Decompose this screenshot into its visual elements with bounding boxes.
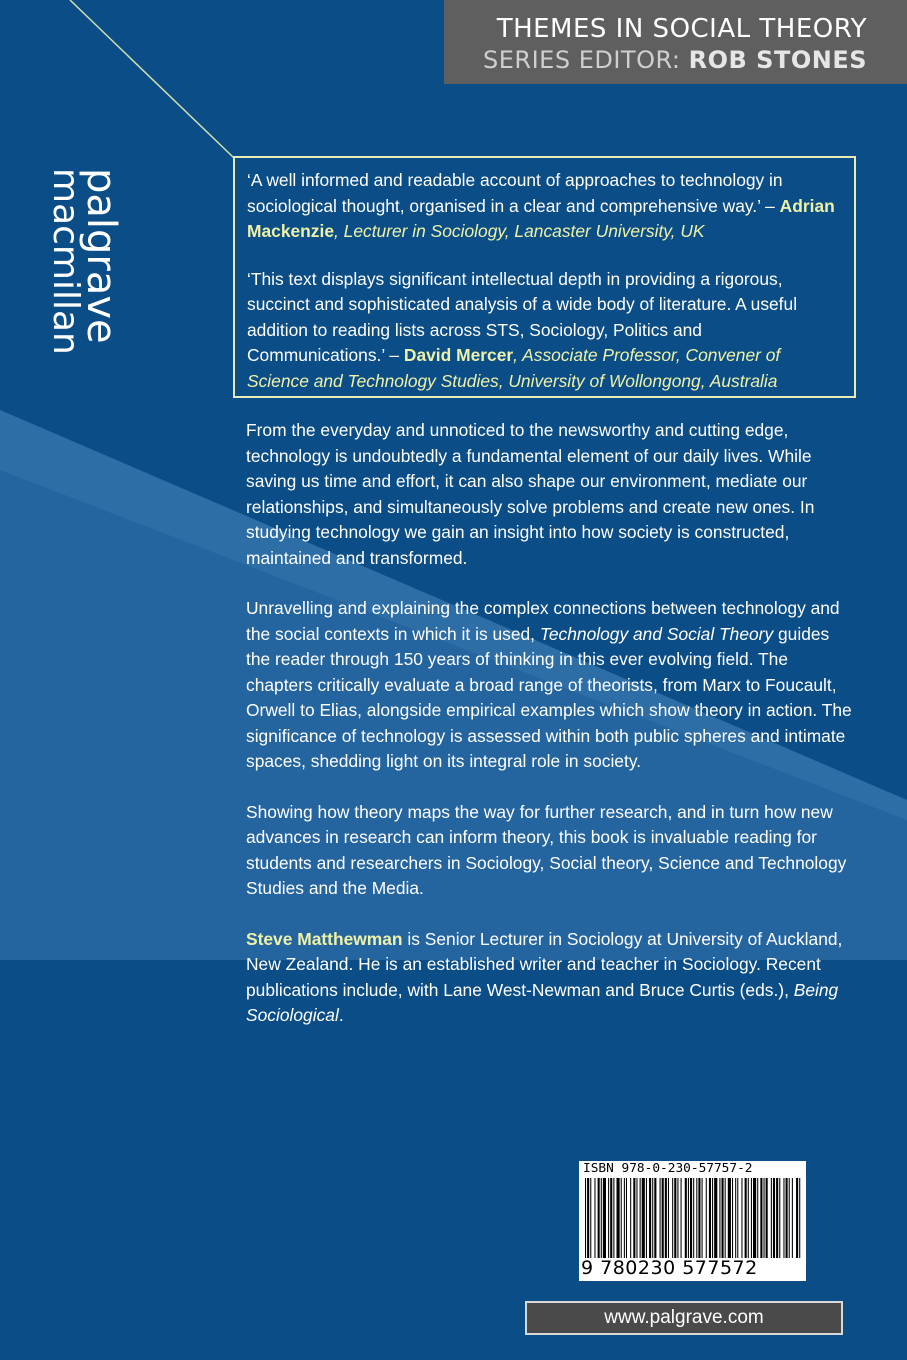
- barcode-bar: [617, 1178, 620, 1258]
- barcode-bar: [714, 1178, 717, 1258]
- barcode-bar: [646, 1178, 647, 1258]
- book-title: Technology and Social Theory: [539, 623, 774, 644]
- barcode-bar: [633, 1178, 635, 1258]
- author-name: Steve Matthewman: [246, 928, 403, 949]
- barcode-bar: [660, 1178, 661, 1258]
- barcode-bar: [603, 1178, 606, 1258]
- endorser-affiliation: , Associate Professor, Convener of Science and Technology Studies, University of Wollongong, Australia: [247, 345, 781, 391]
- barcode-bar: [598, 1178, 600, 1258]
- barcode-bar: [585, 1178, 586, 1258]
- isbn-text: ISBN 978-0-230-57757-2: [583, 1161, 753, 1176]
- barcode-bar: [590, 1178, 591, 1258]
- isbn-barcode: [579, 1161, 806, 1281]
- endorsement-quote: ‘A well informed and readable account of approaches to technology in sociological thought, organised in a clear and comprehensive way.’ – Adrian Mackenzie, Lecturer in Sociology, Lancaster University, UK: [247, 170, 835, 241]
- logo-palgrave: palgrave: [78, 168, 124, 344]
- barcode-bar: [725, 1178, 726, 1258]
- barcode-bar: [760, 1178, 762, 1258]
- barcode-bar: [621, 1178, 622, 1258]
- barcode-bar: [649, 1178, 651, 1258]
- barcode-bar: [799, 1178, 800, 1258]
- endorsement-quote: ‘This text displays significant intellectual depth in providing a rigorous, succinct and sophisticated analysis of a wide body of literature. A useful addition to reading lists across STS, Sociology, Politics and Communications.’ – David Mercer, Associate Professor, Convener of Science and Technology Studies, University of Wollongong, Australia: [247, 268, 798, 391]
- endorser-name: David Mercer: [403, 345, 514, 365]
- barcode-bar: [757, 1178, 758, 1258]
- logo-macmillan: macmillan: [45, 168, 86, 355]
- barcode-bar: [662, 1178, 664, 1258]
- barcode-bar: [771, 1178, 772, 1258]
- barcode-bars: [585, 1178, 801, 1258]
- barcode-bar: [677, 1178, 678, 1258]
- series-title: THEMES IN SOCIAL THEORY: [496, 14, 867, 44]
- isbn-digits: 9 780230 577572: [581, 1257, 758, 1279]
- barcode-bar: [709, 1178, 711, 1258]
- endorsement-box: [233, 156, 856, 398]
- endorser-name: Adrian Mackenzie: [247, 195, 835, 241]
- barcode-bar: [712, 1178, 713, 1258]
- barcode-bar: [741, 1178, 742, 1258]
- barcode-bar: [702, 1178, 703, 1258]
- barcode-bar: [630, 1178, 631, 1258]
- barcode-bar: [783, 1178, 784, 1258]
- barcode-bar: [626, 1178, 627, 1258]
- barcode-bar: [698, 1178, 700, 1258]
- barcode-bar: [594, 1178, 595, 1258]
- barcode-bar: [690, 1178, 692, 1258]
- barcode-bar: [693, 1178, 694, 1258]
- barcode-bar: [728, 1178, 731, 1258]
- endorser-affiliation: , Lecturer in Sociology, Lancaster University, UK: [334, 221, 705, 241]
- website-box: [525, 1301, 843, 1335]
- barcode-bar: [624, 1178, 625, 1258]
- barcode-bar: [735, 1178, 736, 1258]
- barcode-bar: [613, 1178, 614, 1258]
- barcode-bar: [674, 1178, 676, 1258]
- barcode-bar: [766, 1178, 768, 1258]
- barcode-bar: [764, 1178, 765, 1258]
- barcode-bar: [608, 1178, 609, 1258]
- corner-diagonal-line: [70, 0, 234, 158]
- barcode-bar: [636, 1178, 637, 1258]
- series-editor-label: SERIES EDITOR:: [483, 46, 681, 74]
- description-paragraph-1: From the everyday and unnoticed to the newsworthy and cutting edge, technology is undoubtedly a fundamental element of our daily lives. While saving us time and effort, it can also shape our environment, mediate our relationships, and simultaneously solve problems and create new ones. In studying technology we gain an insight into how society is constructed, maintained and transformed.: [246, 420, 815, 568]
- palgrave-macmillan-logo: [40, 168, 130, 368]
- description-paragraph-3: Showing how theory maps the way for further research, and in turn how new advances in research can inform theory, this book is invaluable reading for students and researchers in Sociology, Social theory, Science and Technology Studies and the Media.: [246, 801, 847, 898]
- book-description: [246, 418, 852, 1029]
- barcode-bar: [685, 1178, 687, 1258]
- barcode-bar: [748, 1178, 749, 1258]
- barcode-bar: [792, 1178, 793, 1258]
- barcode-bar: [688, 1178, 689, 1258]
- barcode-bar: [696, 1178, 697, 1258]
- barcode-bar: [789, 1178, 790, 1258]
- barcode-bar: [737, 1178, 738, 1258]
- barcode-bar: [610, 1178, 612, 1258]
- website-url: www.palgrave.com: [604, 1307, 764, 1328]
- barcode-bar: [751, 1178, 752, 1258]
- barcode-bar: [652, 1178, 653, 1258]
- series-banner: [444, 0, 907, 84]
- series-editor: [483, 46, 867, 74]
- barcode-bar: [796, 1178, 798, 1258]
- barcode-bar: [681, 1178, 682, 1258]
- barcode-bar: [779, 1178, 780, 1258]
- author-book-title: Being Sociological: [246, 979, 839, 1025]
- barcode-bar: [745, 1178, 747, 1258]
- barcode-bar: [601, 1178, 602, 1258]
- barcode-bar: [672, 1178, 673, 1258]
- barcode-bar: [776, 1178, 778, 1258]
- barcode-bar: [642, 1178, 645, 1258]
- barcode-bar: [665, 1178, 667, 1258]
- barcode-bar: [668, 1178, 669, 1258]
- barcode-bar: [587, 1178, 589, 1258]
- barcode-bar: [654, 1178, 656, 1258]
- author-bio: Steve Matthewman is Senior Lecturer in Sociology at University of Auckland, New Zealand. He is an established writer and teacher in Sociology. Recent publications include, with Lane West-Newman and Bruce Curtis (eds.), Being Sociological.: [246, 928, 843, 1025]
- barcode-bar: [722, 1178, 724, 1258]
- barcode-bar: [640, 1178, 641, 1258]
- barcode-bar: [732, 1178, 733, 1258]
- barcode-bar: [706, 1178, 707, 1258]
- barcode-bar: [773, 1178, 775, 1258]
- barcode-bar: [719, 1178, 720, 1258]
- description-paragraph-2: Unravelling and explaining the complex connections between technology and the social contexts in which it is used, Technology and Social Theory guides the reader through 150 years of thinking in this ever evolving field. The chapters critically evaluate a broad range of theorists, from Marx to Foucault, Orwell to Elias, alongside empirical examples which show theory in action. The significance of technology is assessed within both public spheres and intimate spaces, shedding light on its integral role in society.: [246, 598, 852, 771]
- series-editor-name: ROB STONES: [688, 46, 867, 74]
- barcode-bar: [753, 1178, 756, 1258]
- barcode-bar: [786, 1178, 788, 1258]
